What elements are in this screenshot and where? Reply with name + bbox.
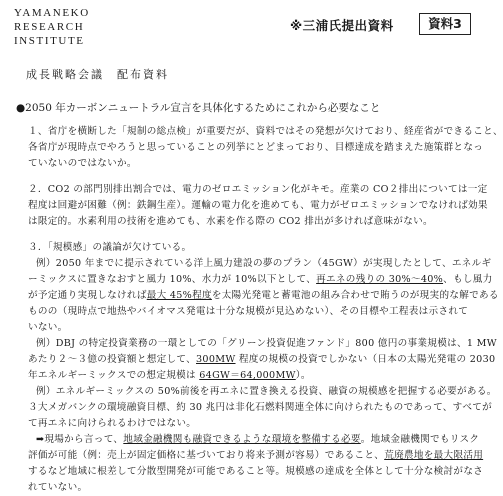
section-3-line: 例）2050 年までに提示されている洋上風力建設の夢のプラン（45GW）が実現したとして、エネルギ bbox=[36, 258, 492, 269]
section-1 bbox=[28, 124, 503, 172]
underlined-text: 64GW＝64,000MW bbox=[199, 370, 296, 381]
section-1-line: 各省庁が現時点でやろうと思っていることの列挙にとどまっており、目標達成を踏まえた施策群となっ bbox=[28, 142, 484, 153]
section-3-line: あたり２〜３億の投資額と想定して、300MW 程度の規模の投資でしかない（日本の太陽光発電の 2030 bbox=[28, 354, 496, 365]
institute-logo bbox=[14, 6, 90, 48]
section-3-line: て再エネに向けられるわけではない。 bbox=[28, 418, 197, 429]
underlined-text: 地域金融機関も融資できるような環境を整備する必要 bbox=[123, 434, 361, 445]
section-2-line: 程度は回避が困難（例：鉄鋼生産）。運輸の電力化を進めても、電力がゼロエミッションでなければ効果 bbox=[28, 200, 488, 211]
main-heading: ●2050 年カーボンニュートラル宣言を具体化するためにこれから必要なこと bbox=[16, 102, 381, 114]
logo-line-1: YAMANEKO bbox=[14, 7, 90, 19]
underlined-text: 最大 45%程度 bbox=[146, 290, 212, 301]
section-3-line: するなど地域に根差して分散型開発が可能であること等。規模感の達成を全体として十分な検討がなさ bbox=[28, 466, 484, 477]
underlined-text: 再エネの残りの 30%〜40% bbox=[316, 274, 444, 285]
section-3-line: れていない。 bbox=[28, 482, 88, 493]
section-1-line: １、省庁を横断した「規制の総点検」が重要だが、資料ではその発想が欠けており、経産省ができること、 bbox=[28, 126, 503, 137]
logo-line-2: RESEARCH bbox=[14, 21, 85, 33]
section-2-line: ２．CO2 の部門別排出割合では、電力のゼロエミッション化がキモ。産業の CO２排出については一定 bbox=[28, 184, 488, 195]
section-3-line: 例）DBJ の特定投資業務の一環としての「グリーン投資促進ファンド」800 億円の事業規模は、1 MW bbox=[36, 338, 497, 349]
section-3-line: いない。 bbox=[28, 322, 68, 333]
source-label: ※三浦氏提出資料 bbox=[290, 18, 394, 33]
section-3-title: ３．「規模感」の議論が欠けている。 bbox=[28, 242, 192, 253]
underlined-text: 300MW bbox=[196, 354, 236, 365]
section-3 bbox=[28, 240, 499, 496]
section-3-line: が予定通り実現しなければ最大 45%程度を太陽光発電と蓄電池の組み合わせで賄うのが現実的な解である bbox=[28, 290, 499, 301]
section-3-line: 例）エネルギーミックスの 50%前後を再エネに置き換える投資、融資の規模感を把握する必要がある。 bbox=[36, 386, 497, 397]
section-3-line: ものの（現時点で地热やバイオマス発電は十分な規模が見込めない）、その目標や工程表は示されて bbox=[28, 306, 469, 317]
section-3-line: 年エネルギーミックスでの想定規模は 64GW＝64,000MW）。 bbox=[28, 370, 311, 381]
section-3-line: ーミックスに置きなおすと風力 10%、水力が 10%以下として、再エネの残りの 30%〜40%、もし風力 bbox=[28, 274, 493, 285]
section-2-line: は限定的。水素利用の技術を進めても、水素を作る際の CO2 排出が多ければ意味がない。 bbox=[28, 216, 433, 227]
underlined-text: 荒廃農地を最大限活用 bbox=[384, 450, 484, 461]
section-3-line: ➡現場から言って、地域金融機関も融資できるような環境を整備する必要。地域金融機関でもリスク bbox=[36, 434, 480, 445]
document-badge: 資料3 bbox=[419, 13, 471, 35]
logo-line-3: INSTITUTE bbox=[14, 35, 85, 47]
section-1-line: ていないのではないか。 bbox=[28, 158, 137, 169]
meeting-title: 成長戦略会議 配布資料 bbox=[26, 68, 169, 81]
section-2 bbox=[28, 182, 488, 230]
section-3-line: ３大メガバンクの環境融資目標、約 30 兆円は非化石燃料関連全体に向けられたものであって、すべてが bbox=[28, 402, 493, 413]
section-3-line: 評価が可能（例：売上が固定価格に基づいており将来予測が容易）であること、荒廃農地を最大限活用 bbox=[28, 450, 484, 461]
